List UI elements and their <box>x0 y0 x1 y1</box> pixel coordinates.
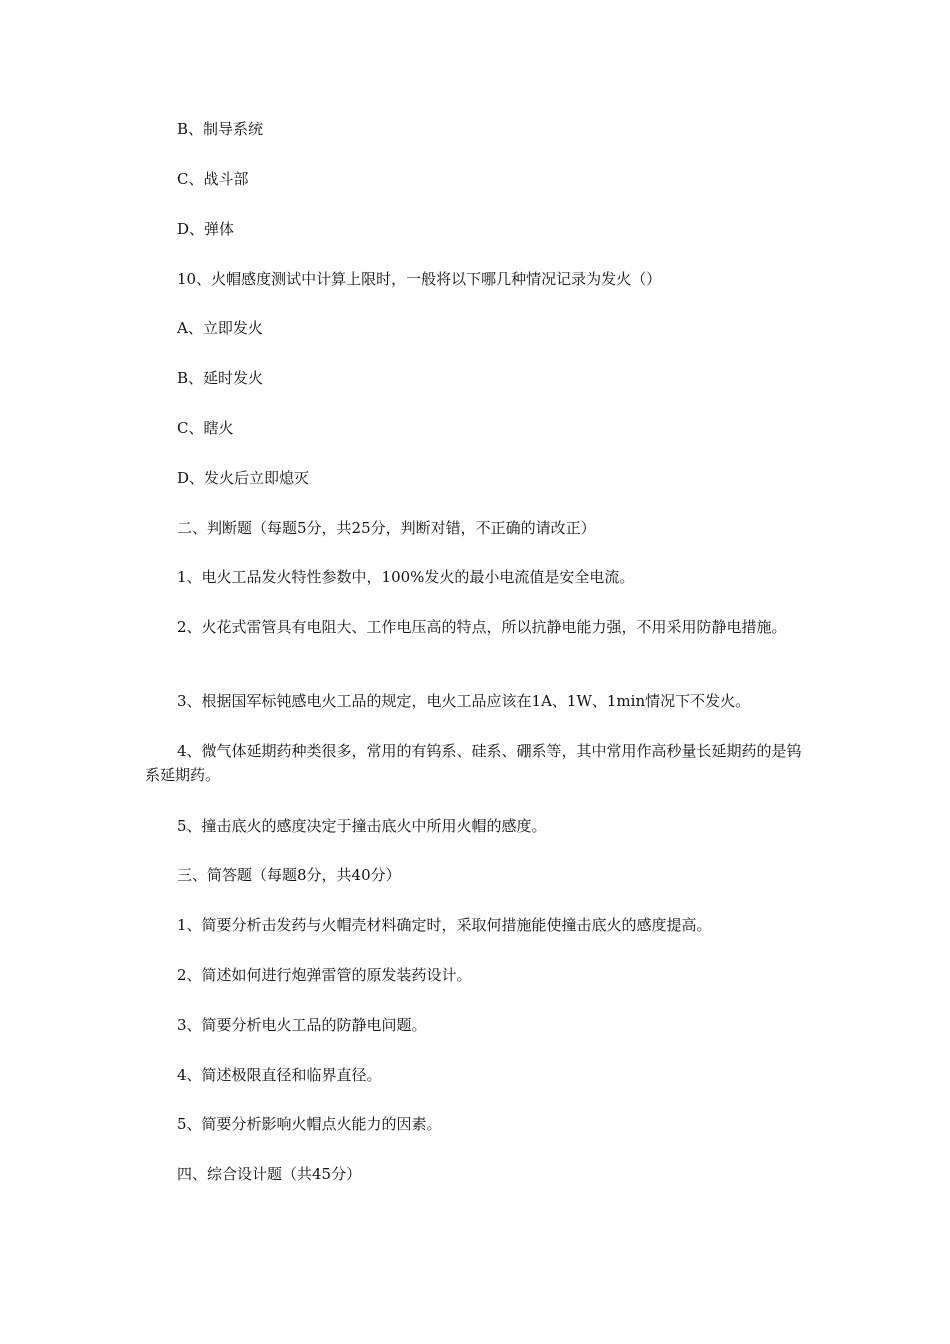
section2-item-3: 3、根据国军标钝感电火工品的规定，电火工品应该在1A、1W、1min情况下不发火。 <box>177 692 751 710</box>
section3-item-4: 4、简述极限直径和临界直径。 <box>177 1066 382 1084</box>
q9-option-c: C、战斗部 <box>177 170 249 188</box>
section2-item-4: 4、微气体延期药种类很多，常用的有钨系、硅系、硼系等，其中常用作高秒量长延期药的是钨系延期药。 <box>145 742 802 784</box>
q10-option-a: A、立即发火 <box>177 319 263 337</box>
section3-item-5: 5、简要分析影响火帽点火能力的因素。 <box>177 1115 442 1133</box>
section2-item-1: 1、电火工品发火特性参数中，100%发火的最小电流值是安全电流。 <box>177 568 635 586</box>
q10-option-b: B、延时发火 <box>177 369 264 387</box>
section3-item-2: 2、简述如何进行炮弹雷管的原发装药设计。 <box>177 966 472 984</box>
section4-heading: 四、综合设计题（共45分） <box>177 1165 362 1183</box>
q10-option-c: C、瞎火 <box>177 419 234 437</box>
q9-option-d: D、弹体 <box>177 220 235 238</box>
section3-item-1: 1、简要分析击发药与火帽壳材料确定时，采取何措施能使撞击底火的感度提高。 <box>177 916 712 934</box>
section2-item-5: 5、撞击底火的感度决定于撞击底火中所用火帽的感度。 <box>177 817 547 835</box>
q10-option-d: D、发火后立即熄灭 <box>177 469 310 487</box>
section2-heading: 二、判断题（每题5分，共25分，判断对错，不正确的请改正） <box>177 519 596 537</box>
q10-question: 10、火帽感度测试中计算上限时，一般将以下哪几种情况记录为发火（） <box>177 270 662 288</box>
section3-item-3: 3、简要分析电火工品的防静电问题。 <box>177 1016 427 1034</box>
q9-option-b: B、制导系统 <box>177 120 264 138</box>
section2-item-2: 2、火花式雷管具有电阻大、工作电压高的特点，所以抗静电能力强，不用采用防静电措施。 <box>177 618 787 636</box>
section3-heading: 三、简答题（每题8分，共40分） <box>177 866 401 884</box>
